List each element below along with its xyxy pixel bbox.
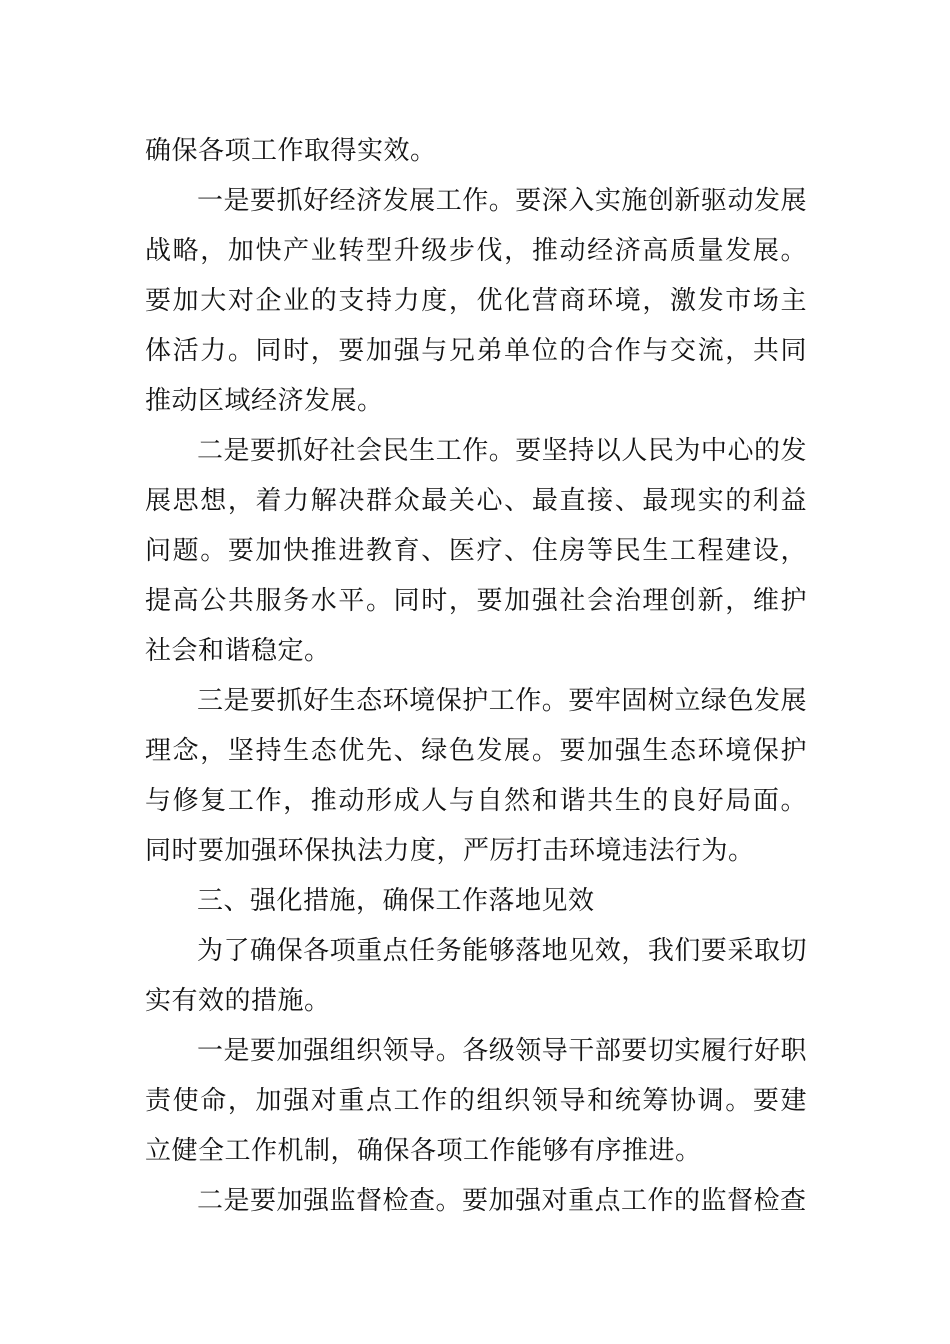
document-body: [145, 126, 807, 1226]
paragraph-measures-intro: 为了确保各项重点任务能够落地见效，我们要采取切实有效的措施。: [145, 936, 807, 1016]
paragraph-supervision-inspection: 二是要加强监督检查。要加强对重点工作的监督检查: [197, 1186, 807, 1216]
section-heading: 三、强化措施，确保工作落地见效: [197, 886, 595, 916]
paragraph-social-livelihood: 二是要抓好社会民生工作。要坚持以人民为中心的发展思想，着力解决群众最关心、最直接、最现实的利益问题。要加快推进教育、医疗、住房等民生工程建设，提高公共服务水平。同时，要加强社会治理创新，维护社会和谐稳定。: [145, 436, 807, 666]
paragraph-organizational-leadership: 一是要加强组织领导。各级领导干部要切实履行好职责使命，加强对重点工作的组织领导和统筹协调。要建立健全工作机制，确保各项工作能够有序推进。: [145, 1036, 807, 1166]
paragraph-economic-development: 一是要抓好经济发展工作。要深入实施创新驱动发展战略，加快产业转型升级步伐，推动经济高质量发展。要加大对企业的支持力度，优化营商环境，激发市场主体活力。同时，要加强与兄弟单位的合作与交流，共同推动区域经济发展。: [145, 186, 807, 416]
paragraph-continuation: 确保各项工作取得实效。: [145, 136, 437, 166]
paragraph-ecological-protection: 三是要抓好生态环境保护工作。要牢固树立绿色发展理念，坚持生态优先、绿色发展。要加强生态环境保护与修复工作，推动形成人与自然和谐共生的良好局面。同时要加强环保执法力度，严厉打击环境违法行为。: [145, 686, 807, 866]
